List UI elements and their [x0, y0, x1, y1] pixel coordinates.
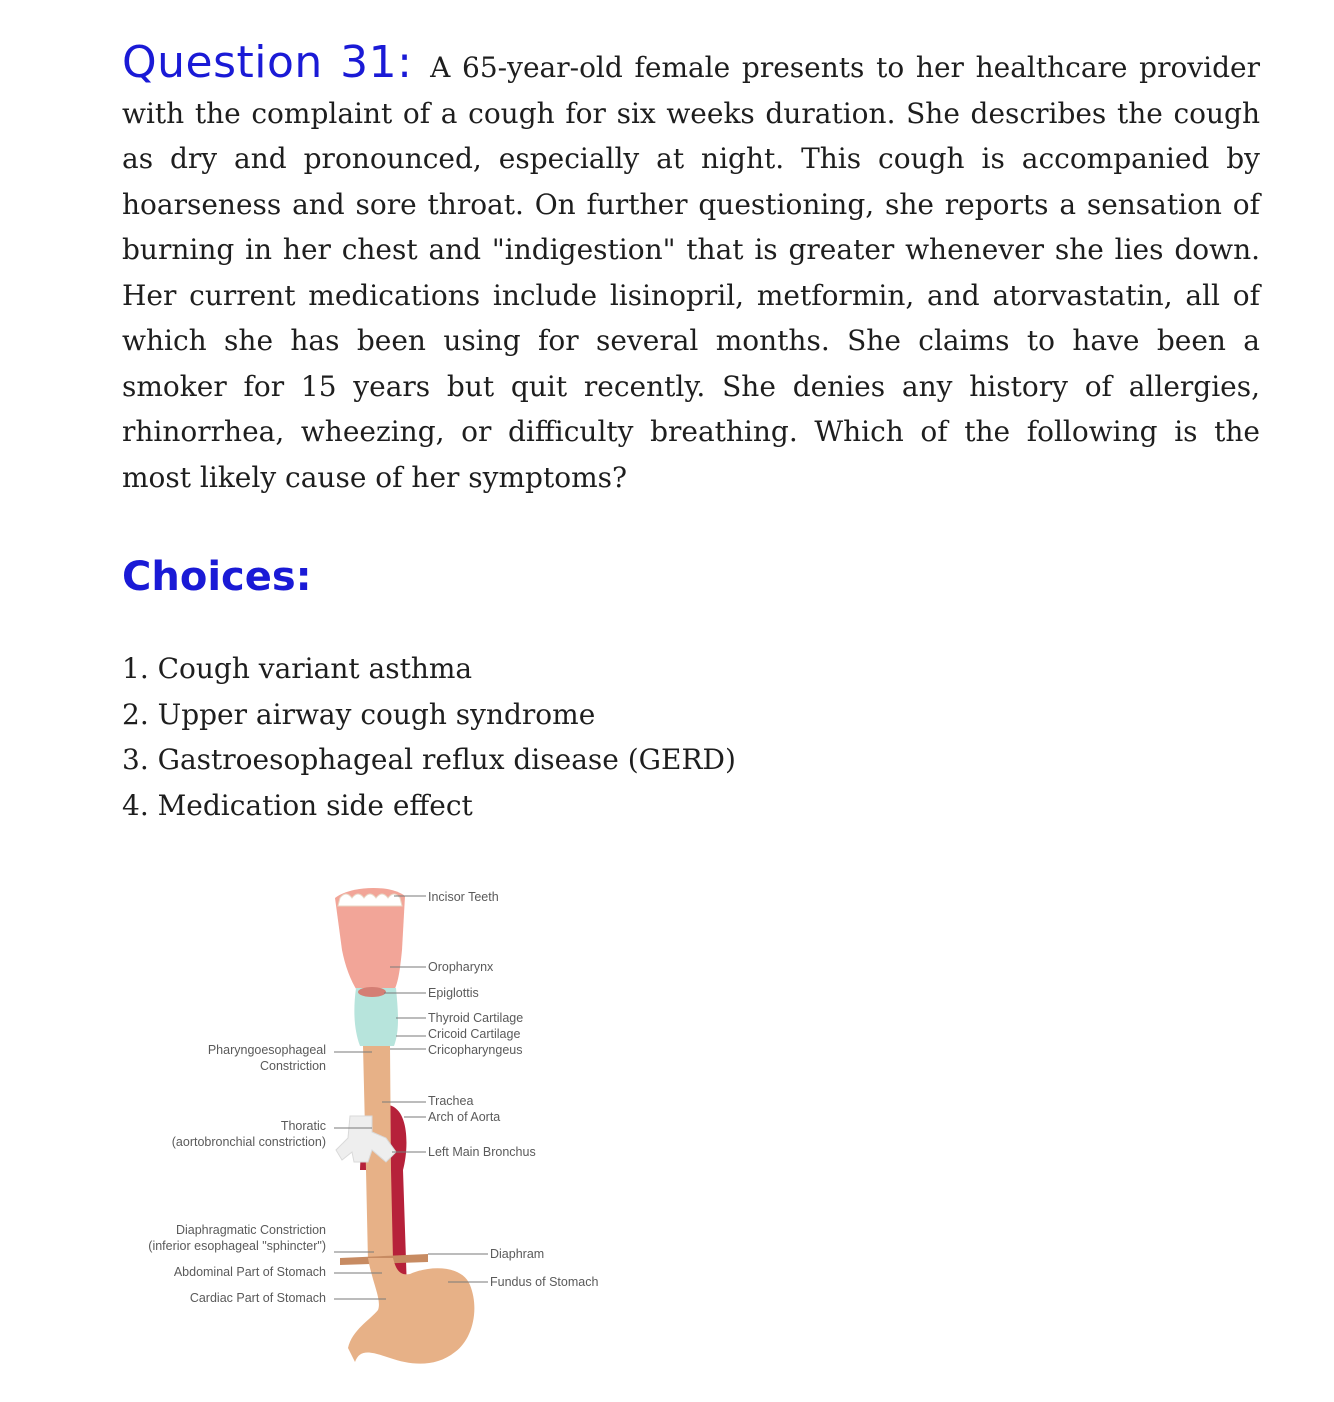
question-title: Question 31: — [122, 37, 413, 88]
label-incisor-teeth: Incisor Teeth — [428, 890, 499, 904]
label-pharyngoesophageal-constriction: Constriction — [260, 1059, 326, 1073]
epiglottis-shape — [358, 987, 386, 997]
choice-item[interactable]: 3. Gastroesophageal reflux disease (GERD) — [122, 743, 736, 776]
label-cricoid-cartilage: Cricoid Cartilage — [428, 1027, 521, 1041]
label-abdominal-part: Abdominal Part of Stomach — [173, 1265, 326, 1279]
label-cardiac-part: Cardiac Part of Stomach — [189, 1291, 326, 1305]
question-text: A 65-year-old female presents to her healthcare provider with the complaint of a cough for six weeks duration. She describes the cough as dry and pronounced, especially at night. This cough is accompanied by hoarseness and sore throat. On further questioning, she reports a sensation of burning in her chest and "indigestion" that is greater whenever she lies down. Her current medications include lisinopril, metformin, and atorvastatin, all of which she has been using for several months. She claims to have been a smoker for 15 years but quit recently. She denies any history of allergies, rhinorrhea, wheezing, or difficulty breathing. Which of the following is the most likely cause of her symptoms? — [122, 51, 1260, 494]
label-diaphram: Diaphram — [490, 1247, 545, 1261]
label-inferior-sphincter: (inferior esophageal "sphincter") — [148, 1239, 326, 1253]
choice-item[interactable]: 2. Upper airway cough syndrome — [122, 697, 596, 731]
label-left-main-bronchus: Left Main Bronchus — [428, 1145, 536, 1159]
esophagus-anatomy-figure — [110, 870, 650, 1390]
label-fundus-of-stomach: Fundus of Stomach — [490, 1275, 599, 1289]
choice-item[interactable]: 1. Cough variant asthma — [122, 652, 473, 685]
choices-list — [122, 646, 736, 828]
label-oropharynx: Oropharynx — [428, 960, 494, 974]
incisor-teeth-shape — [338, 894, 402, 906]
label-pharyngoesophageal: Pharyngoesophageal — [207, 1043, 326, 1057]
esophagus-diagram — [110, 870, 650, 1390]
question-paragraph — [122, 37, 1260, 500]
choice-item[interactable]: 4. Medication side effect — [122, 788, 473, 822]
label-diaphragmatic-constriction: Diaphragmatic Constriction — [175, 1223, 326, 1237]
label-epiglottis: Epiglottis — [428, 986, 479, 1000]
stomach-shape — [348, 1258, 474, 1364]
page-content — [122, 37, 1260, 822]
choices-title: Choices: — [122, 554, 312, 600]
label-trachea: Trachea — [428, 1094, 474, 1108]
label-aortobronchial: (aortobronchial constriction) — [171, 1135, 326, 1149]
label-arch-of-aorta: Arch of Aorta — [428, 1110, 501, 1124]
label-cricopharyngeus: Cricopharyngeus — [428, 1043, 523, 1057]
label-thoratic: Thoratic — [280, 1119, 326, 1133]
label-thyroid-cartilage: Thyroid Cartilage — [428, 1011, 524, 1025]
